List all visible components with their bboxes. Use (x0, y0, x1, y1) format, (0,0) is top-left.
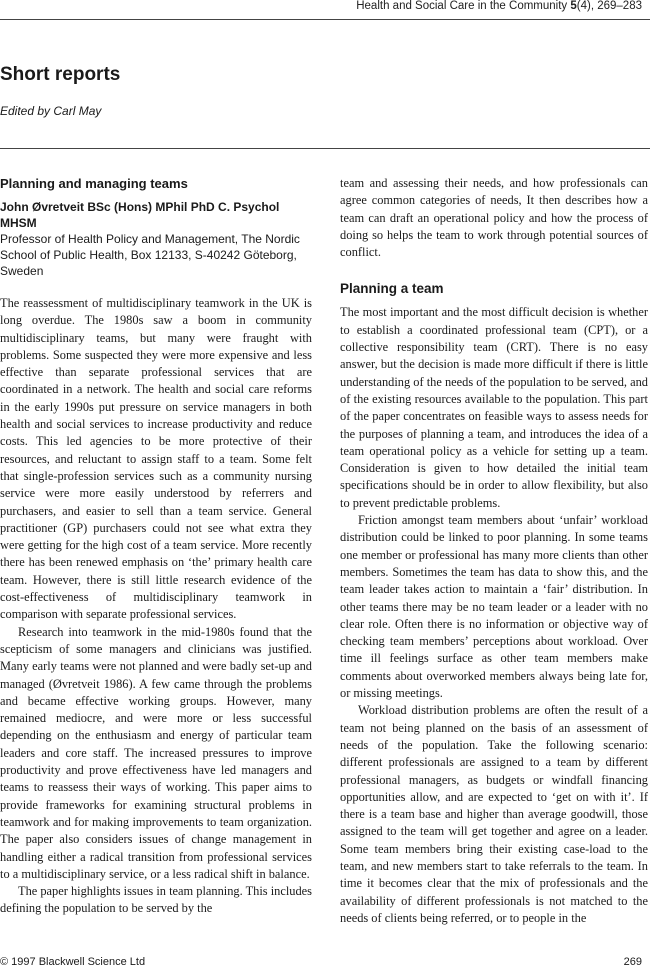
section-rule (0, 148, 650, 149)
article-author: John Øvretveit BSc (Hons) MPhil PhD C. Psychol MHSM (0, 200, 280, 230)
right-column (340, 175, 648, 927)
left-column (0, 176, 312, 918)
journal-name: Health and Social Care in the Community (356, 0, 568, 12)
footer-copyright: © 1997 Blackwell Science Ltd (0, 956, 146, 968)
subheading-planning-a-team: Planning a team (340, 281, 444, 297)
body-paragraph: Friction amongst team members about ‘unfair’ workload distribution could be linked to poor planning. In some teams one member or professional has many more clients than other members. Sometimes the team has data to show this, and the team leader takes action to maintain a ‘fair’ distribution. In other teams there may be no team leader or a leader with no clear role. Often there is no information or objective way of checking team members’ perceptions about workload. Over time ill feelings surface as other team members make comments about overworked members always being late for, or missing meetings. (340, 513, 648, 701)
body-paragraph: team and assessing their needs, and how professionals can agree common categories of needs, It then describes how a team can draft an operational policy and how the process of doing so helps the team to work through potential sources of conflict. (340, 176, 648, 260)
header-rule (0, 19, 650, 20)
body-paragraph: Research into teamwork in the mid-1980s found that the scepticism of some managers and clinicians was justified. Many early teams were not planned and were badly set-up and managed (Øvretveit 1986). A few came through the problems and became effective working groups. However, many remained mediocre, and were more or less successful depending on the enthusiasm and energy of particular team leaders and core staff. The increased pressures to improve productivity and prove effectiveness have led managers and teams to reassess their ways of working. This paper aims to provide frameworks for examining structural problems in teamwork and for making improvements to team organization. The paper also considers issues of change management in handling either a radical transition from professional services to a multidisciplinary service, or a less radical shift in balance. (0, 624, 312, 881)
body-paragraph: The reassessment of multidisciplinary teamwork in the UK is long overdue. The 1980s saw a boom in community multidisciplinary teams, but many were fraught with problems. Some suspected they were more expensive and less effective than separate professional services that are coordinated in a network. The health and social care reforms in the early 1990s put pressure on service managers in both health and social services to increase productivity and reduce costs. This led agencies to be more protective of their resources, and reluctant to assign staff to a team. Some felt that single-profession services such as a community nursing service were more easily understood by referrers and purchasers, and easier to sell than a team service. General practitioner (GP) purchasers could not see what extra they were getting for the high cost of a team service. More recently there has been renewed emphasis on ‘the’ primary health care team. However, there is still little research evidence of the cost-effectiveness of multidisciplinary teamwork in comparison with separate professional services. (0, 296, 312, 622)
footer-page-number: 269 (623, 956, 642, 968)
journal-header (356, 0, 642, 12)
journal-volume: 5 (570, 0, 577, 12)
journal-issue-pages: (4), 269–283 (576, 0, 642, 12)
section-title: Short reports (0, 64, 121, 85)
body-paragraph: The paper highlights issues in team planning. This includes defining the population to be served by the (0, 884, 313, 916)
article-title: Planning and managing teams (0, 176, 188, 191)
article-affiliation: Professor of Health Policy and Management, The Nordic School of Public Health, Box 12133, S-40242 Göteborg, Sweden (0, 232, 300, 278)
body-paragraph: The most important and the most difficult decision is whether to establish a coordinated professional team (CPT), or a collective responsibility team (CRT). There is no easy answer, but the decision is made more difficult if there is little understanding of the needs of the population to be served, and of the existing resources available to the population. This part of the paper concentrates on feasible ways to assess needs for the purposes of planning a team, and introduces the idea of a team operational policy as a vehicle for setting up a team. Consideration is given to how detailed the initial team specifications should be in order to allow flexibility, but also to prevent predictable problems. (340, 305, 648, 510)
section-editor: Edited by Carl May (0, 104, 102, 118)
body-paragraph: Workload distribution problems are often the result of a team not being planned on the basis of an assessment of needs of the population. Take the following scenario: different professionals are assigned to a team by different professional managers, as budgets or windfall financing opportunities allow, and are expected to ‘get on with it’. If there is a team base and higher than average goodwill, those assigned to the team will get together and agree on a leader. Some team members bring their existing case-load to the team, and new members start to take referrals to the team. In time it becomes clear that the mix of professionals and the availability of different professionals is not matched to the needs of clients being referred, or to people in the (340, 703, 648, 925)
